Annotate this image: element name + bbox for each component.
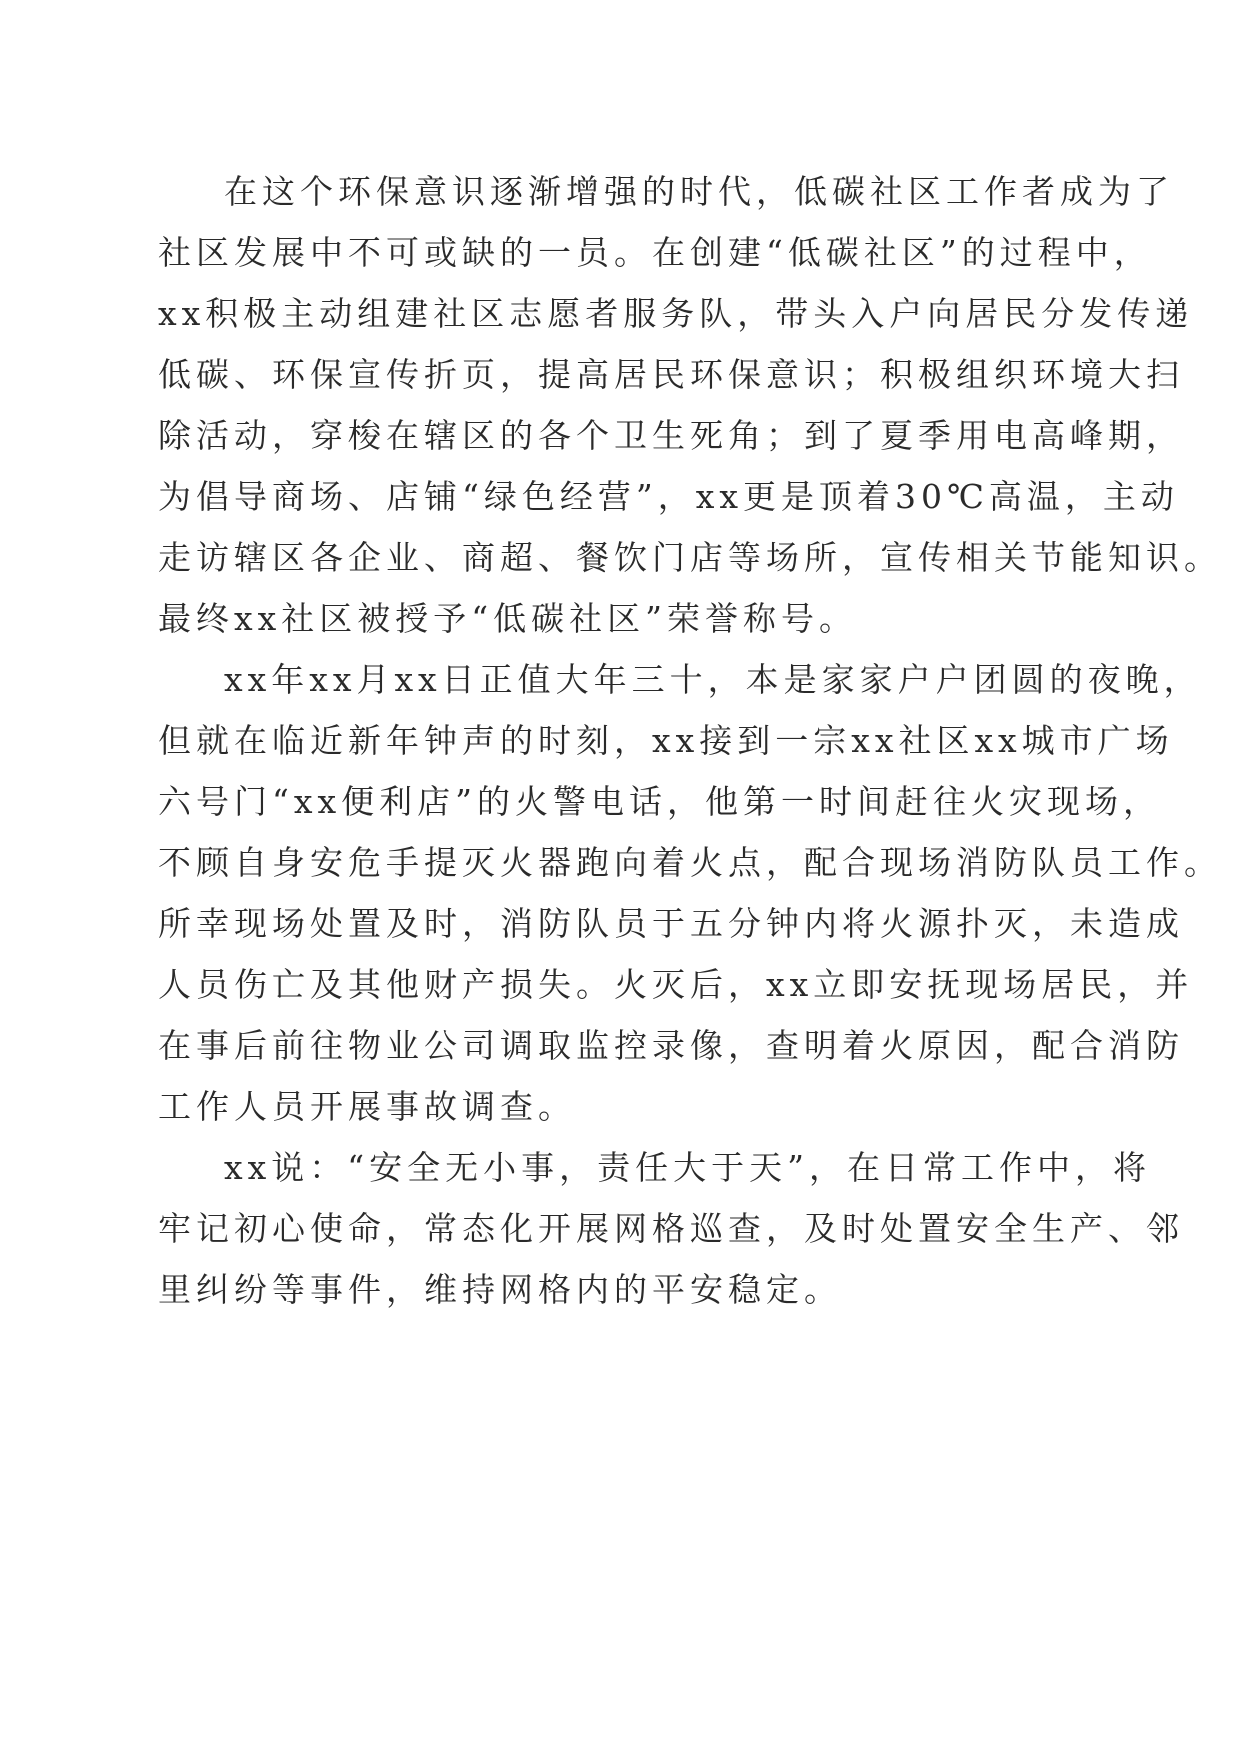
paragraph-1-line-5: 除活动，穿梭在辖区的各个卫生死角；到了夏季用电高峰期， — [158, 416, 1184, 455]
paragraph-2-line-3: 六号门“xx便利店”的火警电话，他第一时间赶往火灾现场， — [158, 782, 1161, 821]
paragraph-1-line-7: 走访辖区各企业、商超、餐饮门店等场所，宣传相关节能知识。 — [158, 538, 1222, 577]
paragraph-1-line-3: xx积极主动组建社区志愿者服务队，带头入户向居民分发传递 — [158, 294, 1194, 333]
paragraph-3-line-1: xx说：“安全无小事，责任大于天”，在日常工作中，将 — [224, 1148, 1151, 1187]
paragraph-1-line-2: 社区发展中不可或缺的一员。在创建“低碳社区”的过程中， — [158, 233, 1152, 272]
paragraph-2-line-7: 在事后前往物业公司调取监控录像，查明着火原因，配合消防 — [158, 1026, 1184, 1065]
paragraph-2-line-2: 但就在临近新年钟声的时刻，xx接到一宗xx社区xx城市广场 — [158, 721, 1174, 760]
paragraph-2-line-6: 人员伤亡及其他财产损失。火灭后，xx立即安抚现场居民，并 — [158, 965, 1194, 1004]
paragraph-3-line-2: 牢记初心使命，常态化开展网格巡查，及时处置安全生产、邻 — [158, 1209, 1184, 1248]
paragraph-1-line-1: 在这个环保意识逐渐增强的时代，低碳社区工作者成为了 — [224, 172, 1174, 211]
paragraph-2-line-4: 不顾自身安危手提灭火器跑向着火点，配合现场消防队员工作。 — [158, 843, 1222, 882]
paragraph-1-line-4: 低碳、环保宣传折页，提高居民环保意识；积极组织环境大扫 — [158, 355, 1184, 394]
paragraph-2-line-5: 所幸现场处置及时，消防队员于五分钟内将火源扑灭，未造成 — [158, 904, 1184, 943]
paragraph-2-line-1: xx年xx月xx日正值大年三十，本是家家户户团圆的夜晚， — [224, 660, 1202, 699]
paragraph-1-line-6: 为倡导商场、店铺“绿色经营”，xx更是顶着30℃高温，主动 — [158, 477, 1179, 516]
paragraph-3-line-3: 里纠纷等事件，维持网格内的平安稳定。 — [158, 1270, 842, 1309]
paragraph-1-line-8: 最终xx社区被授予“低碳社区”荣誉称号。 — [158, 599, 857, 638]
paragraph-2-line-8: 工作人员开展事故调查。 — [158, 1087, 576, 1126]
